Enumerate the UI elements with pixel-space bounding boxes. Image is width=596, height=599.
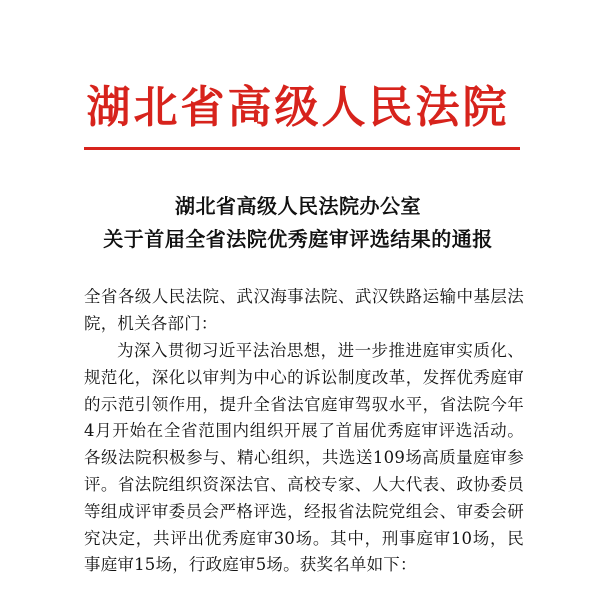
masthead-title: 湖北省高级人民法院 <box>86 82 510 133</box>
red-header-rule <box>84 147 520 150</box>
body-paragraph: 为深入贯彻习近平法治思想，进一步推进庭审实质化、规范化，深化以审判为中心的诉讼制度改革，发挥优秀庭审的示范引领作用，提升全省法官庭审驾驭水平，省法院今年4月开始在全省范围内组织开展了首届优秀庭审评选活动。各级法院积极参与、精心组织，共选送109场高质量庭审参评。省法院组织资深法官、高校专家、人大代表、政协委员等组成评审委员会严格评选，经报省法院党组会、审委会研究决定，共评出优秀庭审30场。其中，刑事庭审10场，民事庭审15场，行政庭审5场。获奖名单如下： <box>84 341 524 575</box>
salutation: 全省各级人民法院、武汉海事法院、武汉铁路运输中基层法院，机关各部门： <box>84 287 524 333</box>
document-title-line-1: 湖北省高级人民法院办公室 <box>175 194 421 218</box>
document-title-line-2: 关于首届全省法院优秀庭审评选结果的通报 <box>103 227 493 251</box>
